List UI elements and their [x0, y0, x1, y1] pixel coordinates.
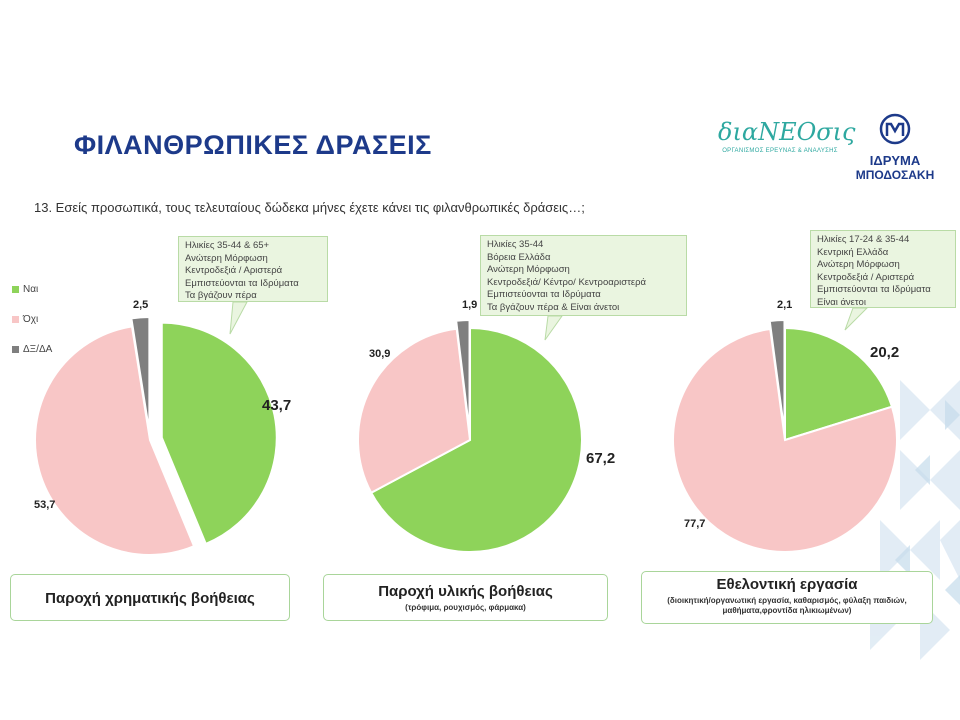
callout-pointer: [545, 316, 562, 340]
callout-line: Είναι άνετοι: [817, 296, 866, 308]
chart-subtitle-volunteer: (διοικητική/οργανωτική εργασία, καθαρισμός, φύλαξη παιδιών, μαθήματα,φροντίδα ηλικιωμένων): [667, 596, 907, 615]
callout-line: Τα βγάζουν πέρα & Είναι άνετοι: [487, 301, 620, 313]
chart-title-material: Παροχή υλικής βοήθειας: [378, 583, 553, 600]
legend-label-dk: ΔΞ/ΔΑ: [23, 344, 53, 355]
callout-line: Εμπιστεύονται τα Ιδρύματα: [185, 277, 299, 289]
chart-title-box-volunteer: [641, 571, 933, 624]
chart-title-volunteer: Εθελοντική εργασία: [716, 576, 858, 593]
chart-title-box-material: [323, 574, 608, 621]
callout-line: Ανώτερη Μόρφωση: [817, 259, 900, 270]
chart-title-money: Παροχή χρηματικής βοήθειας: [45, 590, 255, 607]
pie-value-label-no: 53,7: [34, 499, 56, 511]
callout-line: Κεντροδεξιά / Αριστερά: [185, 265, 283, 276]
callout-line: Κεντροδεξιά/ Κέντρο/ Κεντροαριστερά: [487, 276, 646, 288]
callout-line: Τα βγάζουν πέρα: [185, 290, 257, 301]
page-title: ΦΙΛΑΝΘΡΩΠΙΚΕΣ ΔΡΑΣΕΙΣ: [74, 130, 432, 160]
survey-question: 13. Εσείς προσωπικά, τους τελευταίους δώδεκα μήνες έχετε κάνει τις φιλανθρωπικές δράσεις…;: [34, 200, 585, 215]
bodossaki-logo-line1: ΙΔΡΥΜΑ: [869, 153, 921, 168]
callout-line: Ηλικίες 35-44: [487, 239, 544, 250]
callout-line: Βόρεια Ελλάδα: [487, 251, 551, 263]
callout-line: Ηλικίες 17-24 & 35-44: [817, 234, 910, 245]
callout-line: Εμπιστεύονται τα Ιδρύματα: [817, 284, 931, 295]
pie-value-label-dk: 2,5: [133, 299, 149, 311]
legend-label-yes: Ναι: [23, 284, 39, 295]
callout-line: Κεντροδεξιά / Αριστερά: [817, 271, 915, 283]
callout-pointer: [230, 302, 247, 334]
dianeosis-logo-subtitle: ΟΡΓΑΝΙΣΜΟΣ ΕΡΕΥΝΑΣ & ΑΝΑΛΥΣΗΣ: [722, 148, 838, 154]
pie-value-label-dk: 1,9: [462, 299, 478, 311]
pie-value-label-no: 77,7: [684, 518, 706, 530]
pie-value-label-yes: 20,2: [870, 344, 900, 361]
pie-value-label-dk: 2,1: [777, 299, 793, 311]
callout-pointer: [845, 308, 867, 330]
callout-line: Εμπιστεύονται τα Ιδρύματα: [487, 289, 601, 300]
pie-value-label-yes: 43,7: [262, 397, 292, 414]
bodossaki-logo-line2: ΜΠΟΔΟΣΑΚΗ: [855, 168, 935, 182]
callout-line: Ηλικίες 35-44 & 65+: [185, 240, 270, 251]
pie-value-label-no: 30,9: [369, 348, 391, 360]
chart-title-box-money: [10, 574, 290, 621]
dianeosis-logo-name: διαNEOσις: [718, 118, 856, 146]
legend-label-no: Όχι: [23, 314, 39, 325]
pie-value-label-yes: 67,2: [586, 450, 616, 467]
chart-subtitle-material: (τρόφιμα, ρουχισμός, φάρμακα): [405, 603, 526, 612]
callout-line: Ανώτερη Μόρφωση: [185, 252, 268, 264]
callout-line: Ανώτερη Μόρφωση: [487, 264, 570, 275]
callout-line: Κεντρική Ελλάδα: [817, 246, 889, 258]
